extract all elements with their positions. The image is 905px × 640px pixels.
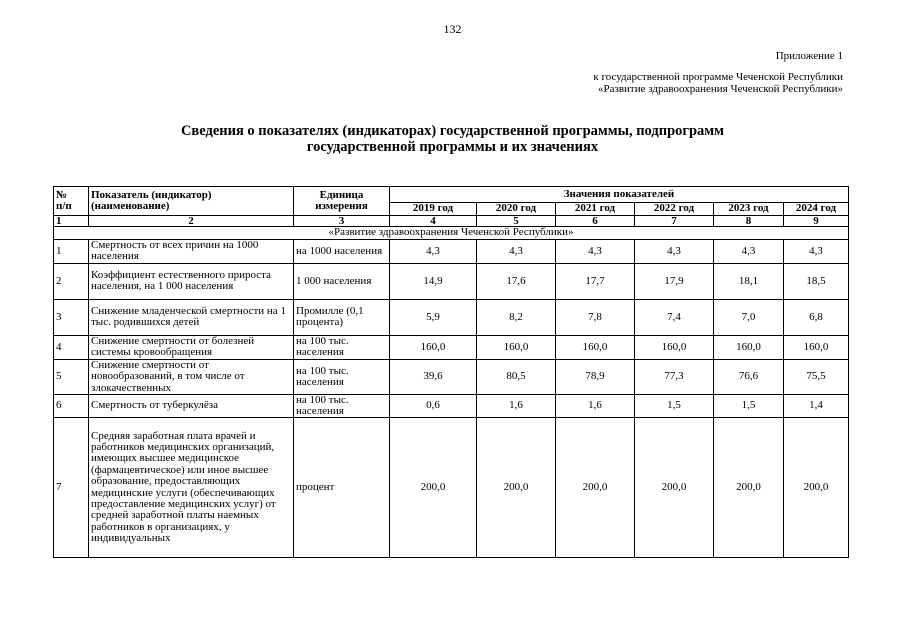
row-value-2021: 7,8 (556, 299, 635, 335)
colnum-2: 2 (89, 216, 294, 227)
header-indicator-l1: Показатель (индикатор) (91, 188, 212, 201)
row-value-2019: 39,6 (390, 359, 477, 394)
indicators-table (53, 186, 849, 558)
row-value-2019: 14,9 (390, 263, 477, 299)
row-value-2024: 1,4 (784, 395, 849, 418)
row-indicator: Смертность от туберкулёза (89, 395, 294, 418)
row-unit: на 1000 населения (294, 240, 390, 264)
row-value-2019: 160,0 (390, 335, 477, 359)
row-value-2024: 160,0 (784, 335, 849, 359)
row-value-2019: 200,0 (390, 418, 477, 558)
row-value-2023: 76,6 (714, 359, 784, 394)
row-number: 3 (54, 299, 89, 335)
table-row (54, 395, 849, 418)
header-num-l2: п/п (56, 200, 72, 212)
row-value-2023: 7,0 (714, 299, 784, 335)
row-value-2022: 1,5 (635, 395, 714, 418)
row-unit: на 100 тыс. населения (294, 335, 390, 359)
row-value-2024: 6,8 (784, 299, 849, 335)
year-2023: 2023 год (714, 203, 784, 216)
section-title: «Развитие здравоохранения Чеченской Республики» (54, 227, 849, 240)
table-row (54, 263, 849, 299)
document-title (0, 123, 905, 155)
year-2020: 2020 год (477, 203, 556, 216)
appendix-label: Приложение 1 (775, 50, 843, 62)
year-2024: 2024 год (784, 203, 849, 216)
row-unit: процент (294, 418, 390, 558)
row-value-2022: 4,3 (635, 240, 714, 264)
row-value-2023: 4,3 (714, 240, 784, 264)
row-unit: 1 000 населения (294, 263, 390, 299)
colnum-1: 1 (54, 216, 89, 227)
row-value-2019: 0,6 (390, 395, 477, 418)
row-unit: на 100 тыс. населения (294, 359, 390, 394)
row-value-2022: 77,3 (635, 359, 714, 394)
row-value-2020: 1,6 (477, 395, 556, 418)
header-indicator-l2: (наименование) (91, 200, 170, 212)
colnum-5: 5 (477, 216, 556, 227)
appendix-program: к государственной программе Чеченской Республики (593, 71, 843, 83)
row-value-2020: 17,6 (477, 263, 556, 299)
row-value-2020: 160,0 (477, 335, 556, 359)
appendix-note (593, 50, 843, 95)
row-number: 7 (54, 418, 89, 558)
row-value-2020: 8,2 (477, 299, 556, 335)
row-indicator: Смертность от всех причин на 1000 населения (89, 240, 294, 264)
row-number: 4 (54, 335, 89, 359)
page-number: 132 (443, 22, 462, 36)
colnum-9: 9 (784, 216, 849, 227)
row-number: 1 (54, 240, 89, 264)
row-value-2021: 200,0 (556, 418, 635, 558)
header-indicator (89, 187, 294, 216)
colnum-7: 7 (635, 216, 714, 227)
colnum-3: 3 (294, 216, 390, 227)
row-unit: на 100 тыс. населения (294, 395, 390, 418)
row-value-2023: 200,0 (714, 418, 784, 558)
header-unit-l2: измерения (315, 200, 368, 212)
row-value-2021: 160,0 (556, 335, 635, 359)
row-value-2022: 7,4 (635, 299, 714, 335)
row-value-2024: 75,5 (784, 359, 849, 394)
row-value-2021: 4,3 (556, 240, 635, 264)
row-number: 2 (54, 263, 89, 299)
row-value-2021: 78,9 (556, 359, 635, 394)
row-value-2021: 1,6 (556, 395, 635, 418)
row-value-2023: 18,1 (714, 263, 784, 299)
row-value-2023: 1,5 (714, 395, 784, 418)
row-value-2022: 17,9 (635, 263, 714, 299)
colnum-6: 6 (556, 216, 635, 227)
row-value-2023: 160,0 (714, 335, 784, 359)
header-values: Значения показателей (390, 187, 849, 203)
row-value-2024: 4,3 (784, 240, 849, 264)
header-unit-l1: Единица (319, 188, 364, 201)
column-numbers-row (54, 216, 849, 227)
year-2022: 2022 год (635, 203, 714, 216)
row-value-2019: 5,9 (390, 299, 477, 335)
row-indicator: Снижение смертности от новообразований, в том числе от злокачественных (89, 359, 294, 394)
row-value-2020: 80,5 (477, 359, 556, 394)
row-indicator: Снижение младенческой смертности на 1 тыс. родившихся детей (89, 299, 294, 335)
year-2021: 2021 год (556, 203, 635, 216)
document-title-line2: государственной программы и их значениях (306, 139, 599, 155)
section-row (54, 227, 849, 240)
table-row (54, 418, 849, 558)
header-unit (294, 187, 390, 216)
row-indicator: Снижение смертности от болезней системы кровообращения (89, 335, 294, 359)
document-title-line1: Сведения о показателях (индикаторах) государственной программы, подпрограмм (180, 123, 725, 139)
row-indicator: Средняя заработная плата врачей и работников медицинских организаций, имеющих высшее медицинское (фармацевтическое) или иное высшее образование, предоставляющих медицинские услуги (обеспечивающих предоставление медицинских услуг) от средней заработной платы наемных работников в организациях, у индивидуальных (89, 418, 294, 558)
table-row (54, 299, 849, 335)
row-unit: Промилле (0,1 процента) (294, 299, 390, 335)
row-value-2022: 160,0 (635, 335, 714, 359)
row-indicator: Коэффициент естественного прироста населения, на 1 000 населения (89, 263, 294, 299)
row-value-2021: 17,7 (556, 263, 635, 299)
row-value-2019: 4,3 (390, 240, 477, 264)
row-number: 6 (54, 395, 89, 418)
row-value-2024: 200,0 (784, 418, 849, 558)
row-value-2020: 4,3 (477, 240, 556, 264)
row-value-2024: 18,5 (784, 263, 849, 299)
table-row (54, 359, 849, 394)
header-num-l1: № (56, 188, 68, 201)
table-header-row (54, 187, 849, 203)
header-num (54, 187, 89, 216)
year-2019: 2019 год (390, 203, 477, 216)
row-value-2020: 200,0 (477, 418, 556, 558)
table-row (54, 240, 849, 264)
table-row (54, 335, 849, 359)
row-value-2022: 200,0 (635, 418, 714, 558)
colnum-4: 4 (390, 216, 477, 227)
colnum-8: 8 (714, 216, 784, 227)
appendix-program-name: «Развитие здравоохранения Чеченской Республики» (597, 83, 843, 95)
row-number: 5 (54, 359, 89, 394)
